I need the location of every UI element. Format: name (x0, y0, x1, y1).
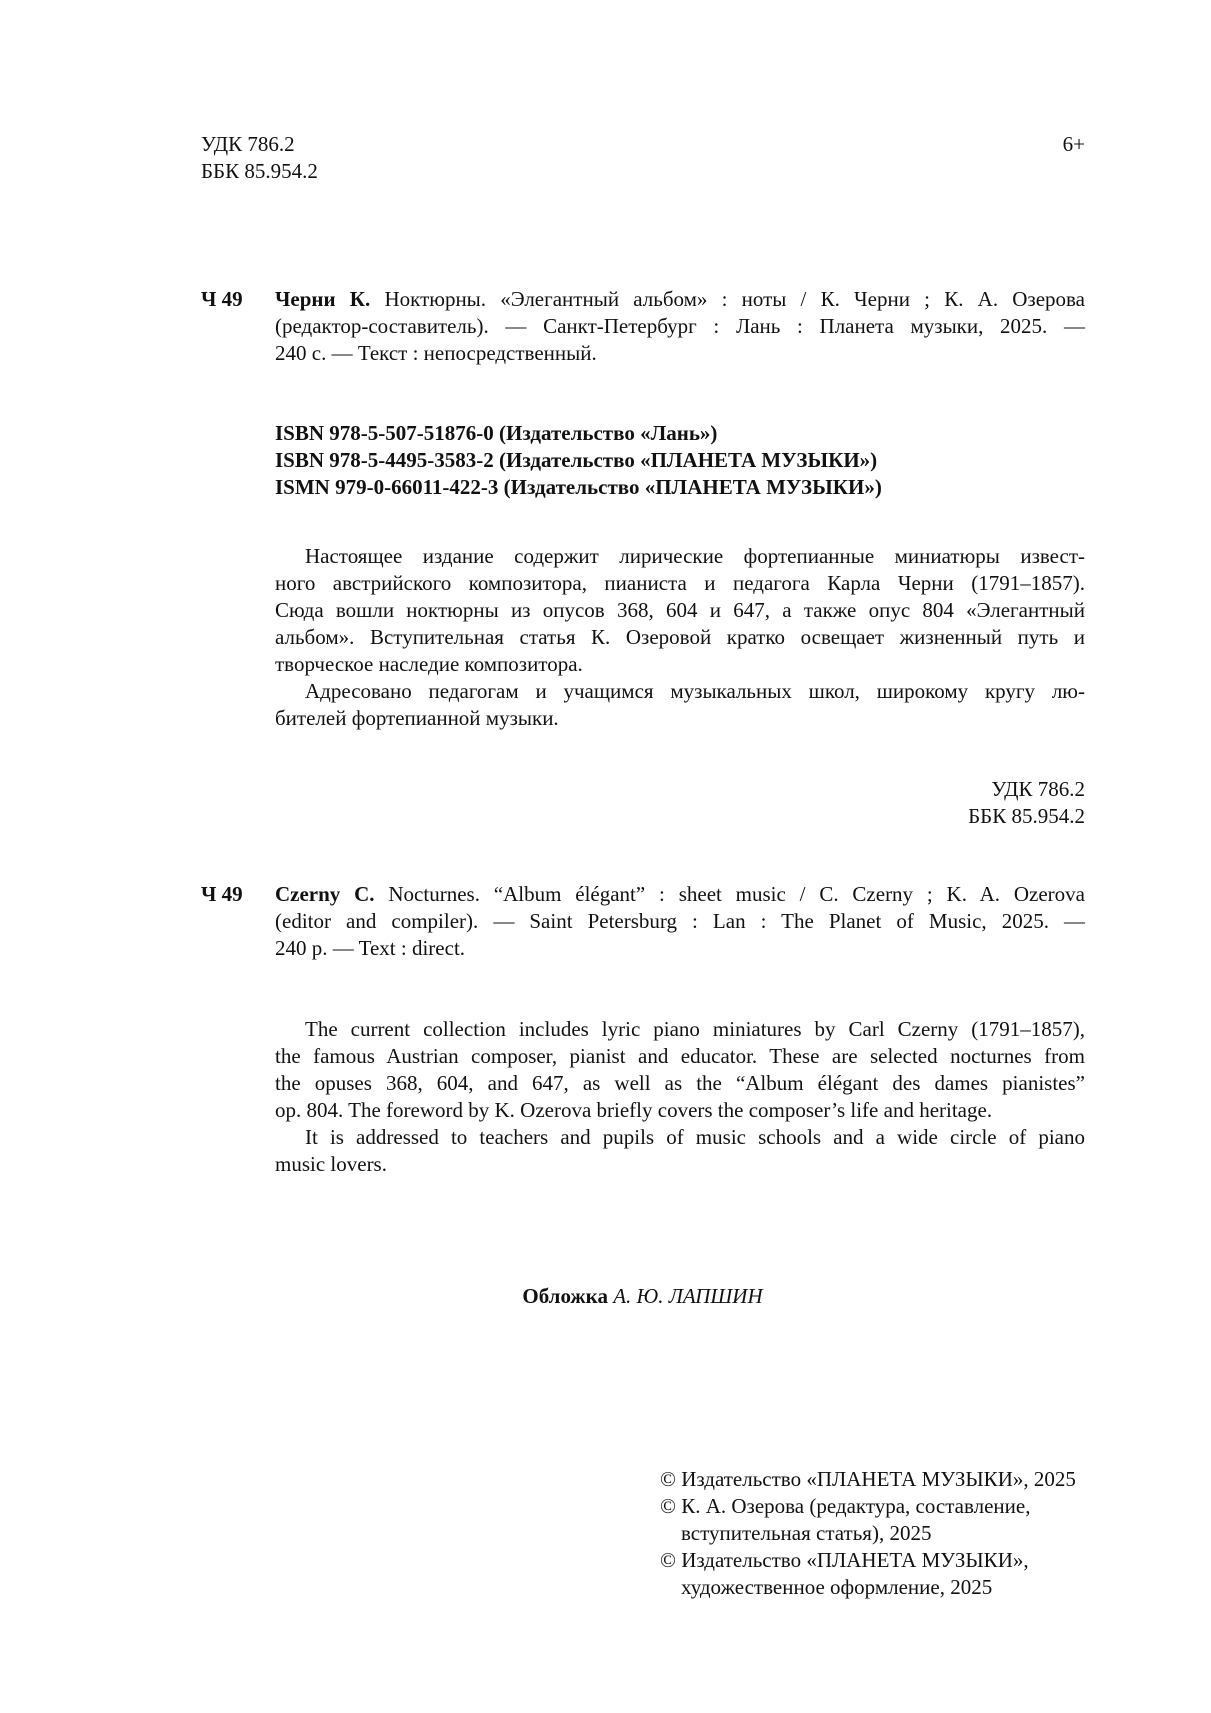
header-classification (201, 131, 318, 185)
isbn-line-2: ISBN 978-5-4495-3583-2 (Издательство «ПЛАНЕТА МУЗЫКИ») (275, 448, 878, 472)
en-annotation-p1-l2: the famous Austrian composer, pianist and educator. These are selected nocturnes from (275, 1044, 1085, 1068)
ru-annotation-p1-l1: Настоящее издание содержит лирические фортепианные миниатюры извест- (305, 544, 1085, 568)
cover-credit-name: А. Ю. ЛАПШИН (607, 1284, 763, 1308)
en-record (275, 881, 1085, 962)
en-record-code: Ч 49 (201, 882, 243, 906)
classification-bbk: ББК 85.954.2 (968, 804, 1085, 828)
isbn-line-1: ISBN 978-5-507-51876-0 (Издательство «Лань») (275, 421, 718, 445)
en-annotation-p1-l4: op. 804. The foreword by K. Ozerova briefly covers the composer’s life and heritage. (275, 1098, 993, 1122)
ru-record-line3: 240 с. — Текст : непосредственный. (275, 341, 597, 365)
en-record-line1: Nocturnes. “Album élégant” : sheet music / C. Czerny ; K. A. Ozerova (374, 882, 1085, 906)
ru-annotation (275, 543, 1085, 732)
ru-annotation-p1-l4: альбом». Вступительная статья К. Озеровой кратко освещает жизненный путь и (275, 625, 1085, 649)
copyright-line-5: художественное оформление, 2025 (681, 1575, 993, 1599)
en-annotation (275, 1016, 1085, 1178)
copyright-line-3: вступительная статья), 2025 (681, 1521, 932, 1545)
ru-record (275, 286, 1085, 367)
ru-annotation-p1-l3: Сюда вошли ноктюрны из опусов 368, 604 и 647, а также опус 804 «Элегантный (275, 598, 1085, 622)
ru-annotation-p1-l5: творческое наследие композитора. (275, 652, 583, 676)
en-record-line2: (editor and compiler). — Saint Petersburg : Lan : The Planet of Music, 2025. — (275, 909, 1085, 933)
copyright-line-1: © Издательство «ПЛАНЕТА МУЗЫКИ», 2025 (660, 1467, 1076, 1491)
en-annotation-p2-l2: music lovers. (275, 1152, 387, 1176)
classification-right (885, 776, 1085, 830)
ru-author: Черни К. (275, 287, 371, 311)
ru-annotation-p2-l1: Адресовано педагогам и учащимся музыкальных школ, широкому кругу лю- (305, 679, 1085, 703)
en-annotation-p1-l1: The current collection includes lyric piano miniatures by Carl Czerny (1791–1857), (305, 1017, 1085, 1041)
cover-credit-label: Обложка (522, 1284, 608, 1308)
copyright-line-4: © Издательство «ПЛАНЕТА МУЗЫКИ», (660, 1548, 1029, 1572)
en-annotation-p2-l1: It is addressed to teachers and pupils of music schools and a wide circle of piano (305, 1125, 1085, 1149)
en-record-line3: 240 p. — Text : direct. (275, 936, 466, 960)
ismn-line: ISMN 979-0-66011-422-3 (Издательство «ПЛАНЕТА МУЗЫКИ») (275, 475, 882, 499)
age-rating: 6+ (1062, 132, 1085, 156)
en-annotation-p1-l3: the opuses 368, 604, and 647, as well as the “Album élégant des dames pianistes” (275, 1071, 1085, 1095)
ru-record-code: Ч 49 (201, 287, 243, 311)
header-bbk: ББК 85.954.2 (201, 159, 318, 183)
header-udk: УДК 786.2 (201, 132, 295, 156)
cover-credit (200, 1283, 1085, 1310)
classification-udk: УДК 786.2 (991, 777, 1085, 801)
ru-annotation-p2-l2: бителей фортепианной музыки. (275, 706, 559, 730)
ru-record-line2: (редактор-составитель). — Санкт-Петербург : Лань : Планета музыки, 2025. — (275, 314, 1085, 338)
en-author: Czerny C. (275, 882, 375, 906)
copyright-line-2: © К. А. Озерова (редактура, составление, (660, 1494, 1031, 1518)
isbn-block (275, 420, 882, 501)
ru-record-line1: Ноктюрны. «Элегантный альбом» : ноты / К. Черни ; К. А. Озерова (370, 287, 1085, 311)
ru-annotation-p1-l2: ного австрийского композитора, пианиста и педагога Карла Черни (1791–1857). (275, 571, 1085, 595)
copyright-block (660, 1466, 1076, 1601)
